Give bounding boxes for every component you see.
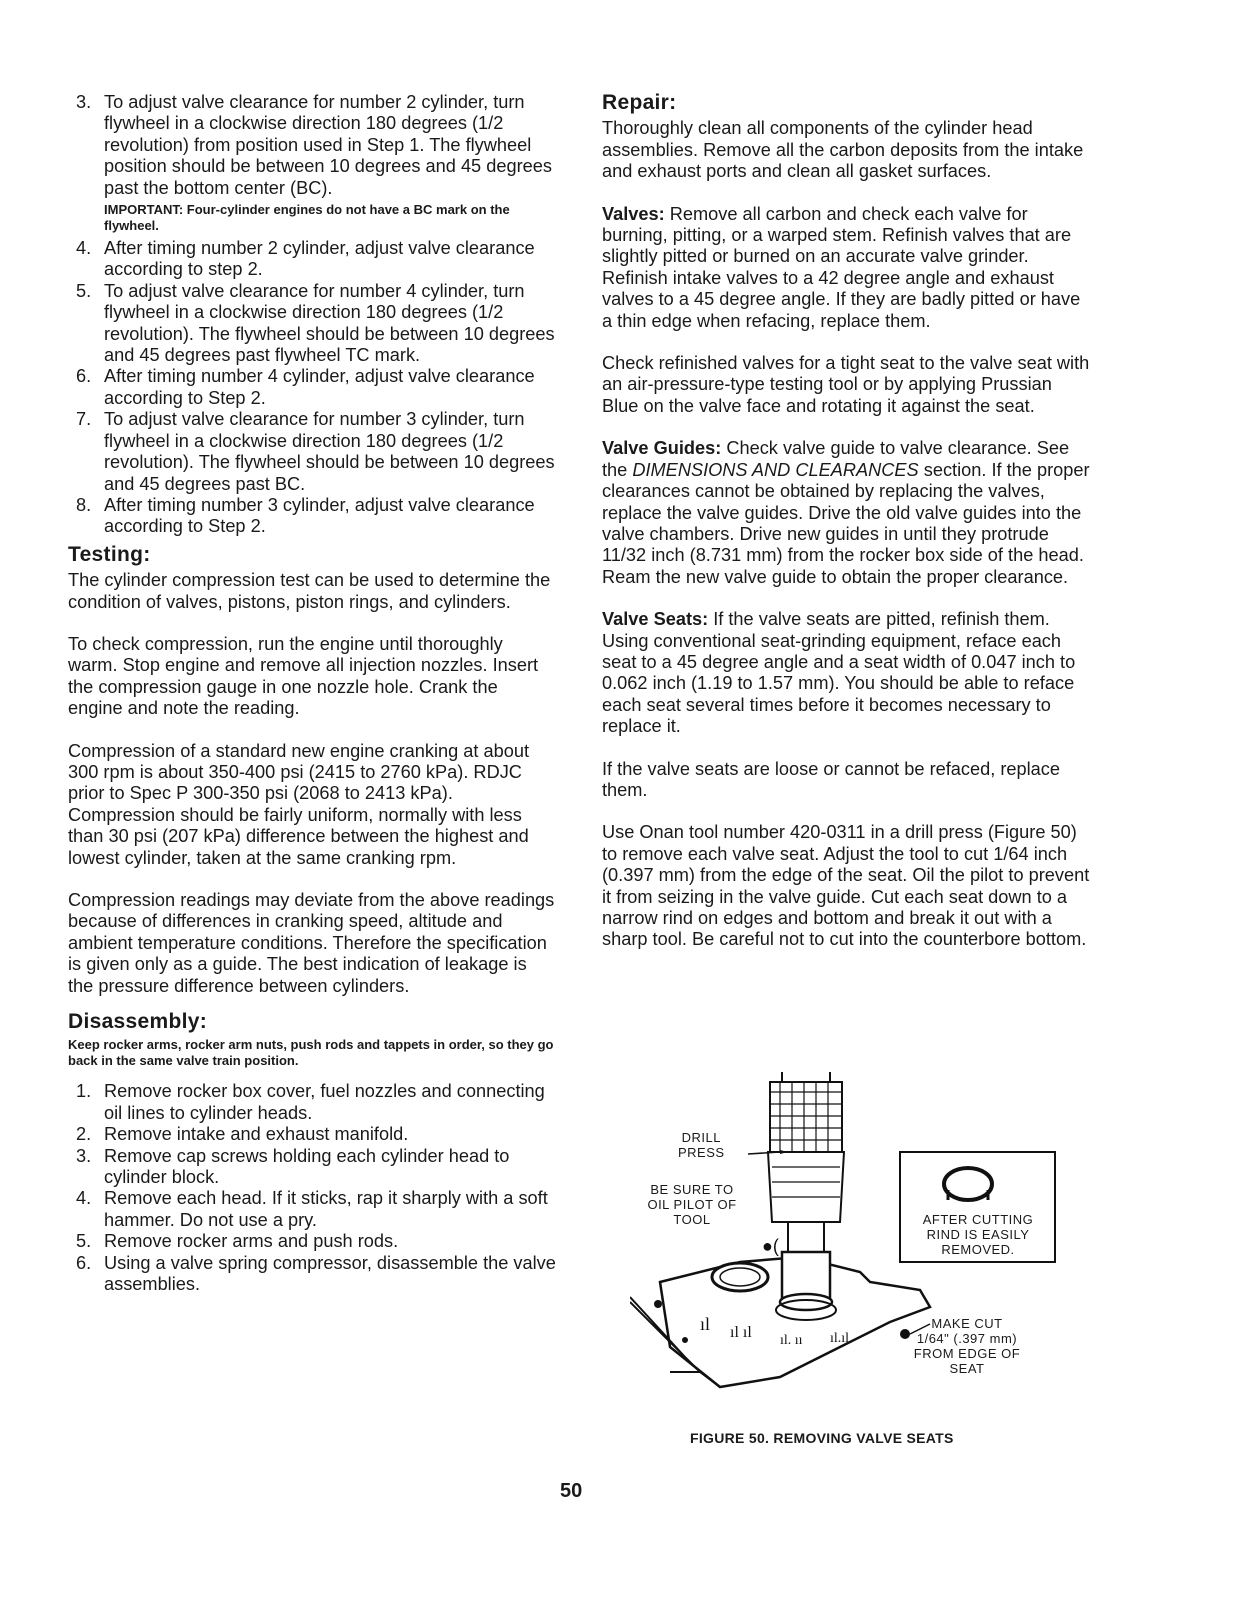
valves-paragraph (602, 204, 1092, 332)
step-number: 1. (76, 1081, 92, 1102)
testing-paragraph: The cylinder compression test can be used to determine the condition of valves, pistons, piston rings, and cylinders. (68, 570, 551, 612)
label-line: OIL PILOT OF (647, 1197, 737, 1212)
step-number: 5. (76, 280, 92, 301)
label-line: BE SURE TO (650, 1182, 734, 1197)
label-line: RIND IS EASILY (926, 1227, 1030, 1242)
step-number: 8. (76, 494, 92, 515)
step-number: 6. (76, 366, 92, 387)
svg-text:ıl: ıl (700, 1314, 711, 1334)
guides-label: Valve Guides: (602, 438, 722, 459)
testing-paragraph: To check compression, run the engine until thoroughly warm. Stop engine and remove all injection nozzles. Insert the compression gauge in one nozzle hole. Crank the engine and note the reading. (68, 633, 539, 719)
list-item (68, 1253, 556, 1296)
step-text: After timing number 2 cylinder, adjust valve clearance according to step 2. (104, 238, 535, 280)
step-text: To adjust valve clearance for number 3 cylinder, turn flywheel in a clockwise direction 180 degrees (1/2 revolution). The flywheel should be between 10 degrees and 45 degrees past BC. (104, 409, 555, 494)
list-item (68, 1188, 556, 1231)
seats-paragraph (602, 609, 1092, 737)
svg-text:ıl. ıı: ıl. ıı (780, 1333, 803, 1348)
label-after-cutting (904, 1212, 1052, 1257)
step-number: 4. (76, 238, 92, 259)
step-text: Remove rocker box cover, fuel nozzles and connecting oil lines to cylinder heads. (104, 1081, 545, 1123)
seats-text: If the valve seats are pitted, refinish them. Using conventional seat-grinding equipment, reface each seat to a 45 degree angle and a seat width of 0.047 inch to 0.062 inch (1.19 to 1.57 mm). You should be able to reface each seat several times before it becomes necessary to replace it. (602, 609, 1076, 737)
label-oil-pilot (636, 1182, 748, 1227)
disassembly-heading: Disassembly: (68, 1010, 208, 1034)
list-item (68, 238, 556, 281)
check-paragraph: Check refinished valves for a tight seat to the valve seat with an air-pressure-type testing tool or by applying Prussian Blue on the valve face and rotating it against the seat. (602, 353, 1090, 416)
label-line: FROM EDGE OF (913, 1346, 1021, 1361)
step-text: After timing number 3 cylinder, adjust valve clearance according to Step 2. (104, 494, 535, 537)
list-item (68, 1146, 556, 1189)
label-line: DRILL (681, 1130, 721, 1145)
step-text: Remove rocker arms and push rods. (104, 1231, 399, 1252)
repair-heading: Repair: (602, 91, 677, 114)
label-line: PRESS (678, 1145, 725, 1160)
step-number: 3. (76, 1145, 92, 1166)
repair-paragraph: Thoroughly clean all components of the cylinder head assemblies. Remove all the carbon deposits from the intake and exhaust ports and clean all gasket surfaces. (602, 118, 1084, 182)
step-text: Remove each head. If it sticks, rap it sharply with a soft hammer. Do not use a pry. (104, 1188, 548, 1230)
label-line: TOOL (673, 1212, 711, 1227)
step-text: After timing number 4 cylinder, adjust valve clearance according to Step 2. (104, 366, 535, 408)
disassembly-note: Keep rocker arms, rocker arm nuts, push rods and tappets in order, so they go back in the same valve train position. (68, 1037, 554, 1069)
figure-50 (630, 1072, 1070, 1392)
step-number: 3. (76, 92, 92, 112)
step-text: Remove intake and exhaust manifold. (104, 1124, 409, 1145)
label-line: AFTER CUTTING (922, 1212, 1034, 1227)
testing-paragraph: Compression of a standard new engine cranking at about 300 rpm is about 350-400 psi (2415 to 2760 kPa). RDJC prior to Spec P 300-350 psi (2068 to 2413 kPa). Compression should be fairly uniform, normally with less than 30 psi (207 kPa) difference between the highest and lowest cylinder, taken at the same cranking rpm. (68, 740, 530, 868)
testing-paragraph: Compression readings may deviate from the above readings because of differences in cranking speed, altitude and ambient temperature conditions. Therefore the specification is given only as a guide. The best indication of leakage is the pressure difference between cylinders. (68, 890, 555, 996)
guides-text: Check valve guide to valve clearance. See the (602, 438, 1070, 480)
step-text: To adjust valve clearance for number 4 cylinder, turn flywheel in a clockwise direction 180 degrees (1/2 revolution). The flywheel should be between 10 degrees and 45 degrees past flywheel TC mark. (104, 280, 555, 366)
svg-text:●(: ●( (762, 1236, 779, 1256)
list-item (68, 92, 556, 199)
svg-text:ıl.ıl: ıl.ıl (830, 1331, 850, 1346)
valves-text: Remove all carbon and check each valve for burning, pitting, or a warped stem. Refinish valves that are slightly pitted or burned on an accurate valve grinder. Refinish intake valves to a 42 degree angle and exhaust valves to a 45 degree angle. If they are badly pitted or have a thin edge when refacing, replace them. (602, 203, 1081, 331)
svg-text:ıl ıl: ıl ıl (730, 1324, 752, 1341)
list-item (68, 1124, 556, 1145)
step-text: Remove cap screws holding each cylinder head to cylinder block. (104, 1145, 510, 1188)
testing-heading: Testing: (68, 542, 151, 566)
important-note: IMPORTANT: Four-cylinder engines do not have a BC mark on the flywheel. (104, 202, 510, 234)
list-item (68, 1081, 556, 1124)
step-number: 6. (76, 1252, 92, 1273)
label-line: 1/64" (.397 mm) (916, 1331, 1018, 1346)
drill-collar (768, 1152, 844, 1222)
right-column (602, 92, 1092, 951)
step-number: 2. (76, 1124, 92, 1145)
step-number: 7. (76, 409, 92, 430)
list-item (68, 409, 556, 495)
list-item (68, 1231, 556, 1252)
disassembly-steps-list (68, 1081, 556, 1295)
guides-paragraph (602, 438, 1092, 588)
label-line: MAKE CUT (931, 1316, 1003, 1331)
adjust-steps-list-continued (68, 238, 556, 538)
step-number: 4. (76, 1188, 92, 1209)
list-item (68, 366, 556, 409)
page-number: 50 (560, 1480, 583, 1502)
valves-label: Valves: (602, 203, 665, 224)
onan-paragraph: Use Onan tool number 420-0311 in a drill press (Figure 50) to remove each valve seat. Adjust the tool to cut 1/64 inch (0.397 mm) from the edge of the seat. Oil the pilot to prevent it from seizing in the valve guide. Cut each seat down to a narrow rind on edges and bottom and break it out with a sharp tool. Be careful not to cut into the counterbore bottom. (602, 822, 1090, 950)
adjust-steps-list (68, 92, 556, 199)
label-line: SEAT (949, 1361, 985, 1376)
guides-text-continued: section. If the proper clearances cannot be obtained by replacing the valves, replace the valve guides. Drive the old valve guides into the valve chambers. Drive new guides in until they protrude 11/32 inch (8.731 mm) from the rocker box side of the head. Ream the new valve guide to obtain the proper clearance. (602, 459, 1090, 587)
step-number: 5. (76, 1231, 92, 1252)
step-text: Using a valve spring compressor, disassemble the valve assemblies. (104, 1252, 556, 1295)
list-item (68, 495, 556, 538)
left-column (68, 92, 556, 1296)
figure-caption: FIGURE 50. REMOVING VALVE SEATS (690, 1430, 954, 1446)
loose-paragraph: If the valve seats are loose or cannot be refaced, replace them. (602, 758, 1060, 800)
seats-label: Valve Seats: (602, 609, 709, 630)
tool-pilot (788, 1222, 824, 1252)
label-drill-press (678, 1130, 725, 1160)
label-line: REMOVED. (941, 1242, 1015, 1257)
step-text: To adjust valve clearance for number 2 cylinder, turn flywheel in a clockwise direction 180 degrees (1/2 revolution) from position used in Step 1. The flywheel position should be between 10 degrees and 45 degrees past the bottom center (BC). (104, 92, 552, 198)
list-item (68, 281, 556, 367)
guides-reference: DIMENSIONS AND CLEARANCES (632, 459, 919, 480)
label-make-cut (902, 1316, 1032, 1376)
